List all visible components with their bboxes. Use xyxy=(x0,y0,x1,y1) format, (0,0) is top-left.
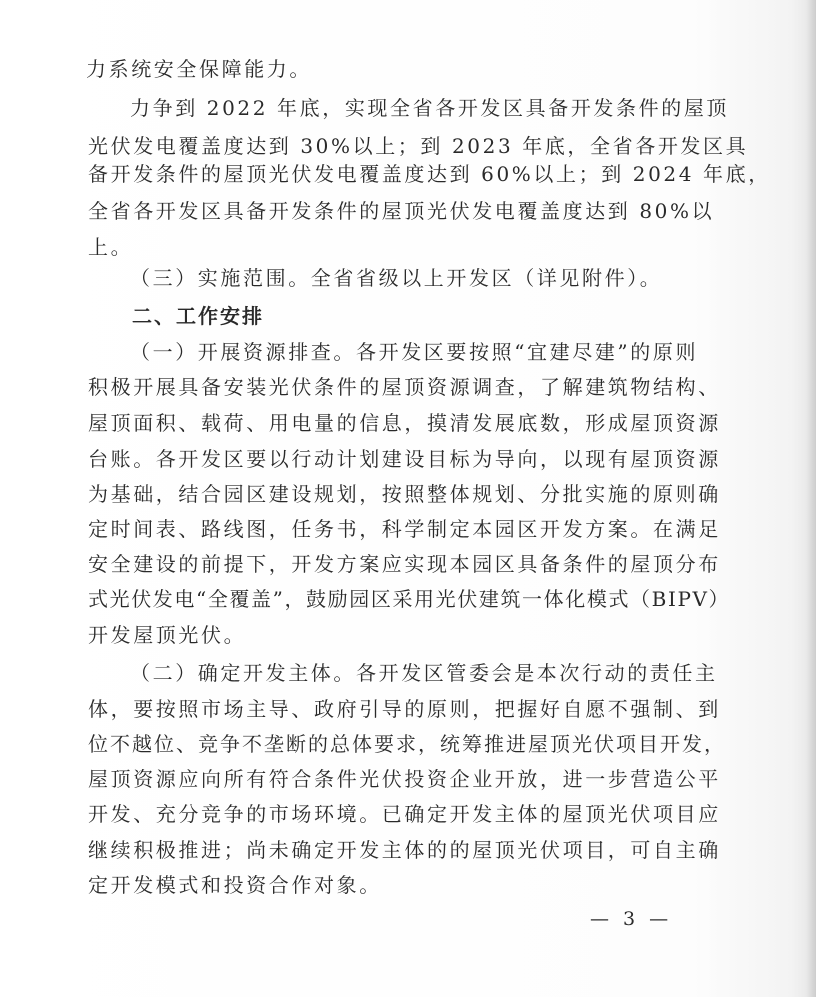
body-line: （三）实施范围。全省省级以上开发区（详见附件）。 xyxy=(130,266,663,290)
body-line: 继续积极推进；尚未确定开发主体的的屋顶光伏项目，可自主确 xyxy=(88,838,721,862)
page-edge-shadow xyxy=(806,0,816,997)
section-heading: 二、工作安排 xyxy=(132,304,264,328)
body-line: 屋顶面积、载荷、用电量的信息，摸清发展底数，形成屋顶资源 xyxy=(88,411,721,435)
body-line: 屋顶资源应向所有符合条件光伏投资企业开放，进一步营造公平 xyxy=(88,767,721,791)
body-line: 开发、充分竞争的市场环境。已确定开发主体的屋顶光伏项目应 xyxy=(88,802,721,826)
body-line: 安全建设的前提下，开发方案应实现本园区具备条件的屋顶分布 xyxy=(88,552,721,576)
body-line: 全省各开发区具备开发条件的屋顶光伏发电覆盖度达到 80%以 xyxy=(88,199,715,223)
body-line: 积极开展具备安装光伏条件的屋顶资源调查，了解建筑物结构、 xyxy=(88,375,721,399)
body-line: （二）确定开发主体。各开发区管委会是本次行动的责任主 xyxy=(130,661,718,685)
body-line: 开发屋顶光伏。 xyxy=(88,623,247,647)
body-line: 为基础，结合园区建设规划，按照整体规划、分批实施的原则确 xyxy=(88,482,721,506)
body-line: 式光伏发电“全覆盖”，鼓励园区采用光伏建筑一体化模式（BIPV） xyxy=(88,587,731,611)
body-line: 备开发条件的屋顶光伏发电覆盖度达到 60%以上；到 2024 年底， xyxy=(88,162,771,186)
body-line: 体，要按照市场主导、政府引导的原则，把握好自愿不强制、到 xyxy=(88,697,721,721)
body-line: 定时间表、路线图，任务书，科学制定本园区开发方案。在满足 xyxy=(88,517,721,541)
body-line: 位不越位、竞争不垄断的总体要求，统筹推进屋顶光伏项目开发， xyxy=(88,732,726,756)
body-line: 台账。各开发区要以行动计划建设目标为导向，以现有屋顶资源 xyxy=(88,447,721,471)
body-line: 力系统安全保障能力。 xyxy=(86,57,312,81)
page-number: — 3 — xyxy=(590,908,673,930)
body-line: 光伏发电覆盖度达到 30%以上；到 2023 年底，全省各开发区具 xyxy=(88,134,749,158)
body-line: （一）开展资源排查。各开发区要按照“宜建尽建”的原则 xyxy=(130,340,699,364)
body-line: 定开发模式和投资合作对象。 xyxy=(88,873,382,897)
body-line: 上。 xyxy=(88,235,134,259)
body-line: 力争到 2022 年底，实现全省各开发区具备开发条件的屋顶 xyxy=(130,96,730,120)
